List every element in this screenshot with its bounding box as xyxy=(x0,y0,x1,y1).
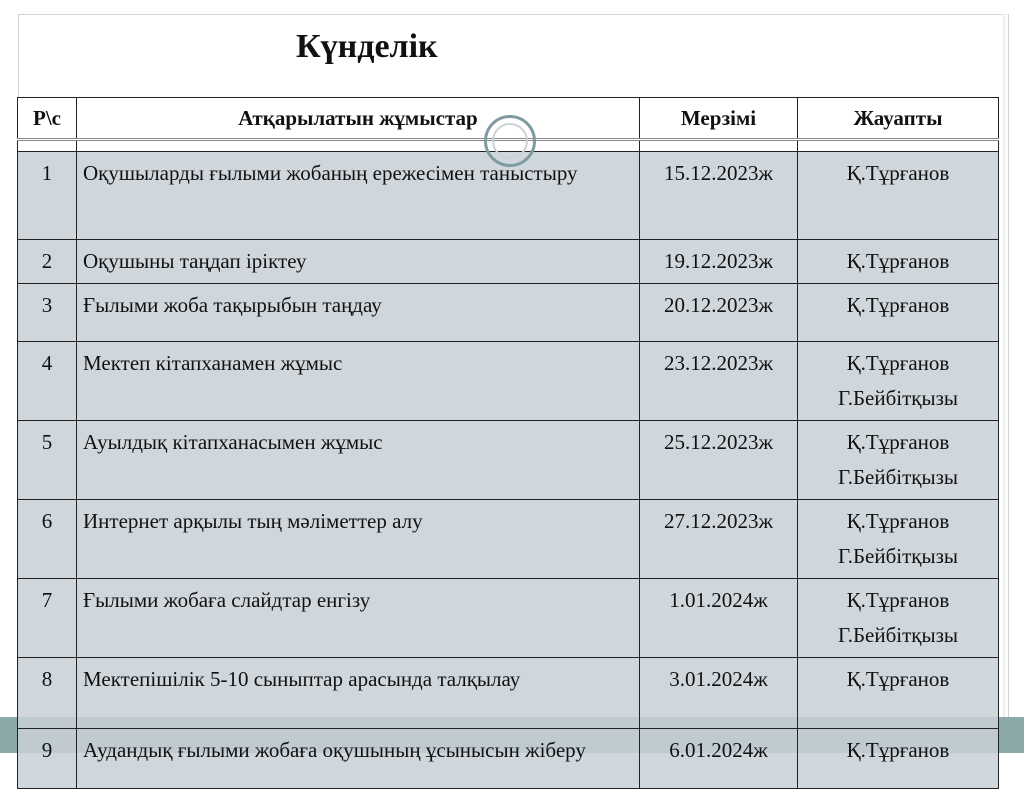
row-deadline: 6.01.2024ж xyxy=(640,729,798,789)
row-task: Аудандық ғылыми жобаға оқушының ұсынысын жіберу xyxy=(77,729,640,789)
row-task: Ғылыми жобаға слайдтар енгізу xyxy=(77,579,640,658)
row-number: 8 xyxy=(18,658,77,729)
row-task: Оқушыларды ғылыми жобаның ережесімен таныстыру xyxy=(77,152,640,240)
responsible-person: Г.Бейбітқызы xyxy=(837,465,959,489)
responsible-person: Г.Бейбітқызы xyxy=(837,544,959,568)
responsible-person: Қ.Тұрғанов xyxy=(846,588,950,612)
header-task: Атқарылатын жұмыстар xyxy=(77,98,640,140)
row-responsible xyxy=(798,284,999,342)
row-task: Мектепішілік 5-10 сыныптар арасында талқылау xyxy=(77,658,640,729)
table-row xyxy=(18,729,999,789)
responsible-person: Қ.Тұрғанов xyxy=(846,351,950,375)
row-number: 9 xyxy=(18,729,77,789)
responsible-person: Г.Бейбітқызы xyxy=(837,623,959,647)
row-deadline: 15.12.2023ж xyxy=(640,152,798,240)
row-task: Интернет арқылы тың мәліметтер алу xyxy=(77,500,640,579)
row-number: 7 xyxy=(18,579,77,658)
responsible-person: Қ.Тұрғанов xyxy=(846,249,950,273)
row-number: 3 xyxy=(18,284,77,342)
row-number: 4 xyxy=(18,342,77,421)
row-deadline: 19.12.2023ж xyxy=(640,240,798,284)
header-deadline: Мерзімі xyxy=(640,98,798,140)
table-row xyxy=(18,658,999,729)
row-number: 5 xyxy=(18,421,77,500)
responsible-person: Г.Бейбітқызы xyxy=(837,386,959,410)
row-deadline: 27.12.2023ж xyxy=(640,500,798,579)
slide-frame-shadow xyxy=(1003,14,1007,750)
responsible-person: Қ.Тұрғанов xyxy=(846,161,950,185)
header-responsible: Жауапты xyxy=(798,98,999,140)
decorative-circle xyxy=(484,115,536,167)
responsible-person: Қ.Тұрғанов xyxy=(846,667,950,691)
responsible-person: Қ.Тұрғанов xyxy=(846,293,950,317)
row-responsible xyxy=(798,579,999,658)
table-row xyxy=(18,284,999,342)
table-row xyxy=(18,421,999,500)
table-row xyxy=(18,240,999,284)
responsible-person: Қ.Тұрғанов xyxy=(846,509,950,533)
row-responsible xyxy=(798,500,999,579)
responsible-person: Қ.Тұрғанов xyxy=(846,430,950,454)
row-number: 1 xyxy=(18,152,77,240)
row-deadline: 20.12.2023ж xyxy=(640,284,798,342)
row-responsible xyxy=(798,729,999,789)
row-deadline: 1.01.2024ж xyxy=(640,579,798,658)
row-deadline: 23.12.2023ж xyxy=(640,342,798,421)
header-number: Р\с xyxy=(18,98,77,140)
table-row xyxy=(18,342,999,421)
row-deadline: 25.12.2023ж xyxy=(640,421,798,500)
page-title: Күнделік xyxy=(296,28,438,65)
row-task: Оқушыны таңдап іріктеу xyxy=(77,240,640,284)
table-row xyxy=(18,500,999,579)
row-task: Мектеп кітапханамен жұмыс xyxy=(77,342,640,421)
row-task: Ауылдық кітапханасымен жұмыс xyxy=(77,421,640,500)
row-number: 6 xyxy=(18,500,77,579)
row-responsible xyxy=(798,152,999,240)
row-task: Ғылыми жоба тақырыбын таңдау xyxy=(77,284,640,342)
row-deadline: 3.01.2024ж xyxy=(640,658,798,729)
responsible-person: Қ.Тұрғанов xyxy=(846,738,950,762)
row-responsible xyxy=(798,240,999,284)
diary-table xyxy=(17,97,999,789)
row-responsible xyxy=(798,421,999,500)
table-row xyxy=(18,579,999,658)
row-responsible xyxy=(798,658,999,729)
row-number: 2 xyxy=(18,240,77,284)
row-responsible xyxy=(798,342,999,421)
